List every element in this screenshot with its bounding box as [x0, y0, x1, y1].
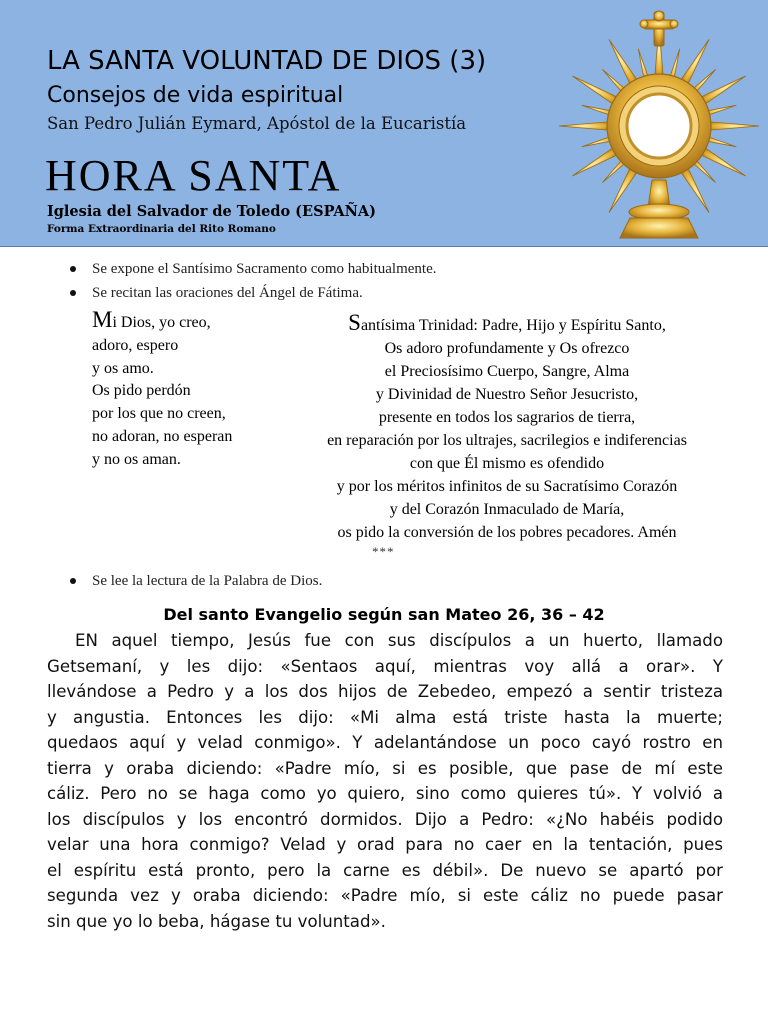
gospel-line: y angustia. Entonces les dijo: «Mi alma está triste hasta la muerte; [47, 707, 723, 727]
gospel-line: cáliz. Pero no se haga como yo quiero, sino como quieres tú». Y volvió a [47, 784, 723, 803]
prayer-line: y no os aman. [92, 450, 181, 468]
list-item: Se expone el Santísimo Sacramento como habitualmente. [68, 257, 437, 281]
gospel-text [47, 628, 723, 934]
prayer-line: Os pido perdón [92, 382, 191, 400]
prayer-line: el Preciosísimo Cuerpo, Sangre, Alma [384, 363, 630, 380]
header-band [0, 0, 768, 247]
gospel-line: Getsemaní, y les dijo: «Sentaos aquí, mientras voy allá a orar». Y [47, 656, 723, 676]
rite-line: Forma Extraordinaria del Rito Romano [47, 223, 276, 235]
gospel-line: segunda vez y oraba diciendo: «Padre mío, si este cáliz no puede pasar [47, 886, 723, 905]
gospel-heading: Del santo Evangelio según san Mateo 26, 36 – 42 [163, 605, 605, 624]
prayer-line: Santísima Trinidad: Padre, Hijo y Espíritu Santo, [348, 310, 666, 335]
prayer-line: por los que no creen, [92, 405, 226, 423]
bullet-icon [70, 290, 76, 296]
prayer-line: os pido la conversión de los pobres pecadores. Amén [337, 524, 677, 541]
gospel-line: llevándose a Pedro y a los dos hijos de Zebedeo, empezó a sentir tristeza [47, 682, 723, 701]
instruction-list [68, 257, 437, 305]
prayer-line: Mi Dios, yo creo, [92, 307, 211, 332]
gospel-line: quedaos aquí y velad conmigo». Y adelantándose un poco cayó rostro en [47, 733, 723, 752]
drop-initial: M [92, 307, 113, 332]
prayer-line: con que Él mismo es ofendido [409, 455, 605, 472]
prayer-line: presente en todos los sagrarios de tierra, [378, 409, 636, 426]
prayer-line: y Divinidad de Nuestro Señor Jesucristo, [375, 386, 639, 403]
list-item: Se lee la lectura de la Palabra de Dios. [68, 569, 322, 593]
list-item: Se recitan las oraciones del Ángel de Fátima. [68, 281, 437, 305]
gospel-line: velar una hora conmigo? Velad y orad para no caer en la tentación, pues [47, 835, 723, 854]
separator-stars: *** [372, 544, 395, 559]
instruction-list-reading [68, 569, 322, 593]
document-title: LA SANTA VOLUNTAD DE DIOS (3) [47, 46, 487, 76]
bullet-icon [70, 578, 76, 584]
prayer-line: y por los méritos infinitos de su Sacratísimo Corazón [336, 478, 678, 495]
prayer-line: Os adoro profundamente y Os ofrezco [384, 340, 630, 357]
prayer-line: adoro, espero [92, 336, 179, 354]
prayer-line: en reparación por los ultrajes, sacrilegios e indiferencias [327, 432, 687, 449]
gospel-line: el espíritu está pronto, pero la carne es débil». De nuevo se apartó por [47, 860, 723, 880]
prayer-line: y os amo. [92, 359, 154, 377]
bullet-icon [70, 266, 76, 272]
drop-initial: S [348, 310, 361, 335]
church-line: Iglesia del Salvador de Toledo (ESPAÑA) [47, 203, 377, 220]
prayer-santisima-trinidad [286, 311, 728, 544]
gospel-line: los discípulos y los encontró dormidos. Dijo a Pedro: «¿No habéis podido [47, 809, 723, 829]
gospel-line: tierra y oraba diciendo: «Padre mío, si es posible, que pase de mí este [47, 758, 723, 778]
gospel-line: EN aquel tiempo, Jesús fue con sus discípulos a un huerto, llamado [75, 631, 723, 650]
prayer-line: y del Corazón Inmaculado de María, [389, 501, 625, 518]
prayer-line: no adoran, no esperan [92, 427, 233, 445]
hora-santa-heading: HORA SANTA [45, 151, 342, 200]
gospel-line: sin que yo lo beba, hágase tu voluntad». [47, 911, 386, 931]
prayer-mi-dios [92, 309, 232, 472]
author-line: San Pedro Julián Eymard, Apóstol de la Eucaristía [47, 114, 467, 133]
document-subtitle: Consejos de vida espiritual [47, 83, 344, 108]
monstrance-image [558, 8, 760, 244]
